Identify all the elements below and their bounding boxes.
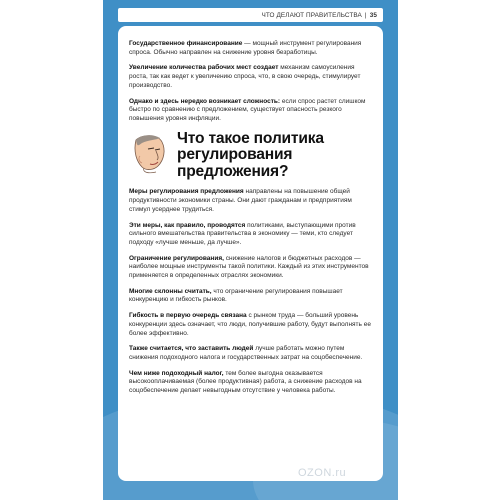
paragraph	[129, 98, 372, 124]
chapter-title: ЧТО ДЕЛАЮТ ПРАВИТЕЛЬСТВА	[261, 11, 362, 19]
paragraph	[129, 188, 372, 214]
section-header	[128, 131, 372, 181]
paragraph	[129, 370, 372, 396]
lead-text: Также считается, что заставить людей	[129, 345, 254, 353]
lead-text: Гибкость в первую очередь связана	[129, 312, 247, 320]
body-text: снижение налогов и бюджетных расходов — наиболее мощные инструменты такой политики. Каждый из этих инструментов применяется в определенных отраслях экономики.	[129, 254, 369, 280]
body-text: механизм самоусиления роста, так как ведет к увеличению спроса, что, в свою очередь, стимулирует производство.	[129, 64, 361, 89]
body-text: если спрос растет слишком быстро по сравнению с предложением, существует опасность резкого повышения уровня инфляции.	[129, 97, 366, 122]
text-panel	[118, 26, 383, 481]
paragraph	[129, 345, 372, 362]
lead-text: Эти меры, как правило, проводятся	[129, 221, 246, 229]
body-text: направлены на повышение общей продуктивности экономики страны. Они дают гражданам и предприятиям стимул усерднее трудиться.	[129, 188, 352, 213]
body-text: что ограничение регулирования повышает конкуренцию и гибкость рынков.	[129, 287, 343, 304]
section-title: Что такое политика регулирования предложения?	[177, 129, 324, 180]
lead-text: Меры регулирования предложения	[129, 188, 244, 196]
paragraph	[129, 64, 372, 90]
body-text: политиками, выступающими против сильного вмешательства правительства в экономику — теми, кто следует подходу «лучше меньше, да лучше».	[129, 221, 356, 246]
lead-text: Чем ниже подоходный налог,	[129, 369, 224, 377]
lead-text: Однако и здесь нередко возникает сложность:	[129, 97, 281, 105]
paragraph	[129, 222, 372, 248]
watermark: OZON.ru	[298, 467, 347, 479]
lead-text: Государственное финансирование	[129, 40, 243, 47]
paragraph	[129, 312, 372, 338]
paragraph	[129, 40, 372, 57]
header-separator: |	[364, 11, 367, 19]
portrait-illustration-icon	[128, 134, 172, 174]
page-number: 35	[369, 11, 377, 19]
body-text: тем более выгодна оказывается высокооплачиваемая (более продуктивная) работа, а снижение расходов на соцобеспечение делает невыгодным отсутствие у человека работы.	[129, 369, 362, 395]
book-page	[103, 0, 398, 500]
body-text: лучше работать можно путем снижения подоходного налога и государственных затрат на соцобеспечение.	[129, 345, 363, 361]
lead-text: Увеличение количества рабочих мест создает	[129, 64, 279, 72]
body-text: с рынком труда — больший уровень конкуренции здесь означает, что люди, получившие работу, будут выполнять ее более эффективно.	[129, 312, 371, 337]
lead-text: Ограничение регулирования,	[129, 254, 224, 262]
paragraph	[129, 288, 372, 305]
running-header	[118, 8, 383, 22]
lead-text: Многие склонны считать,	[129, 287, 212, 295]
body-text: — мощный инструмент регулирования спроса. Обычно направлен на снижение уровня безработицы.	[129, 40, 362, 56]
paragraph	[129, 255, 372, 281]
